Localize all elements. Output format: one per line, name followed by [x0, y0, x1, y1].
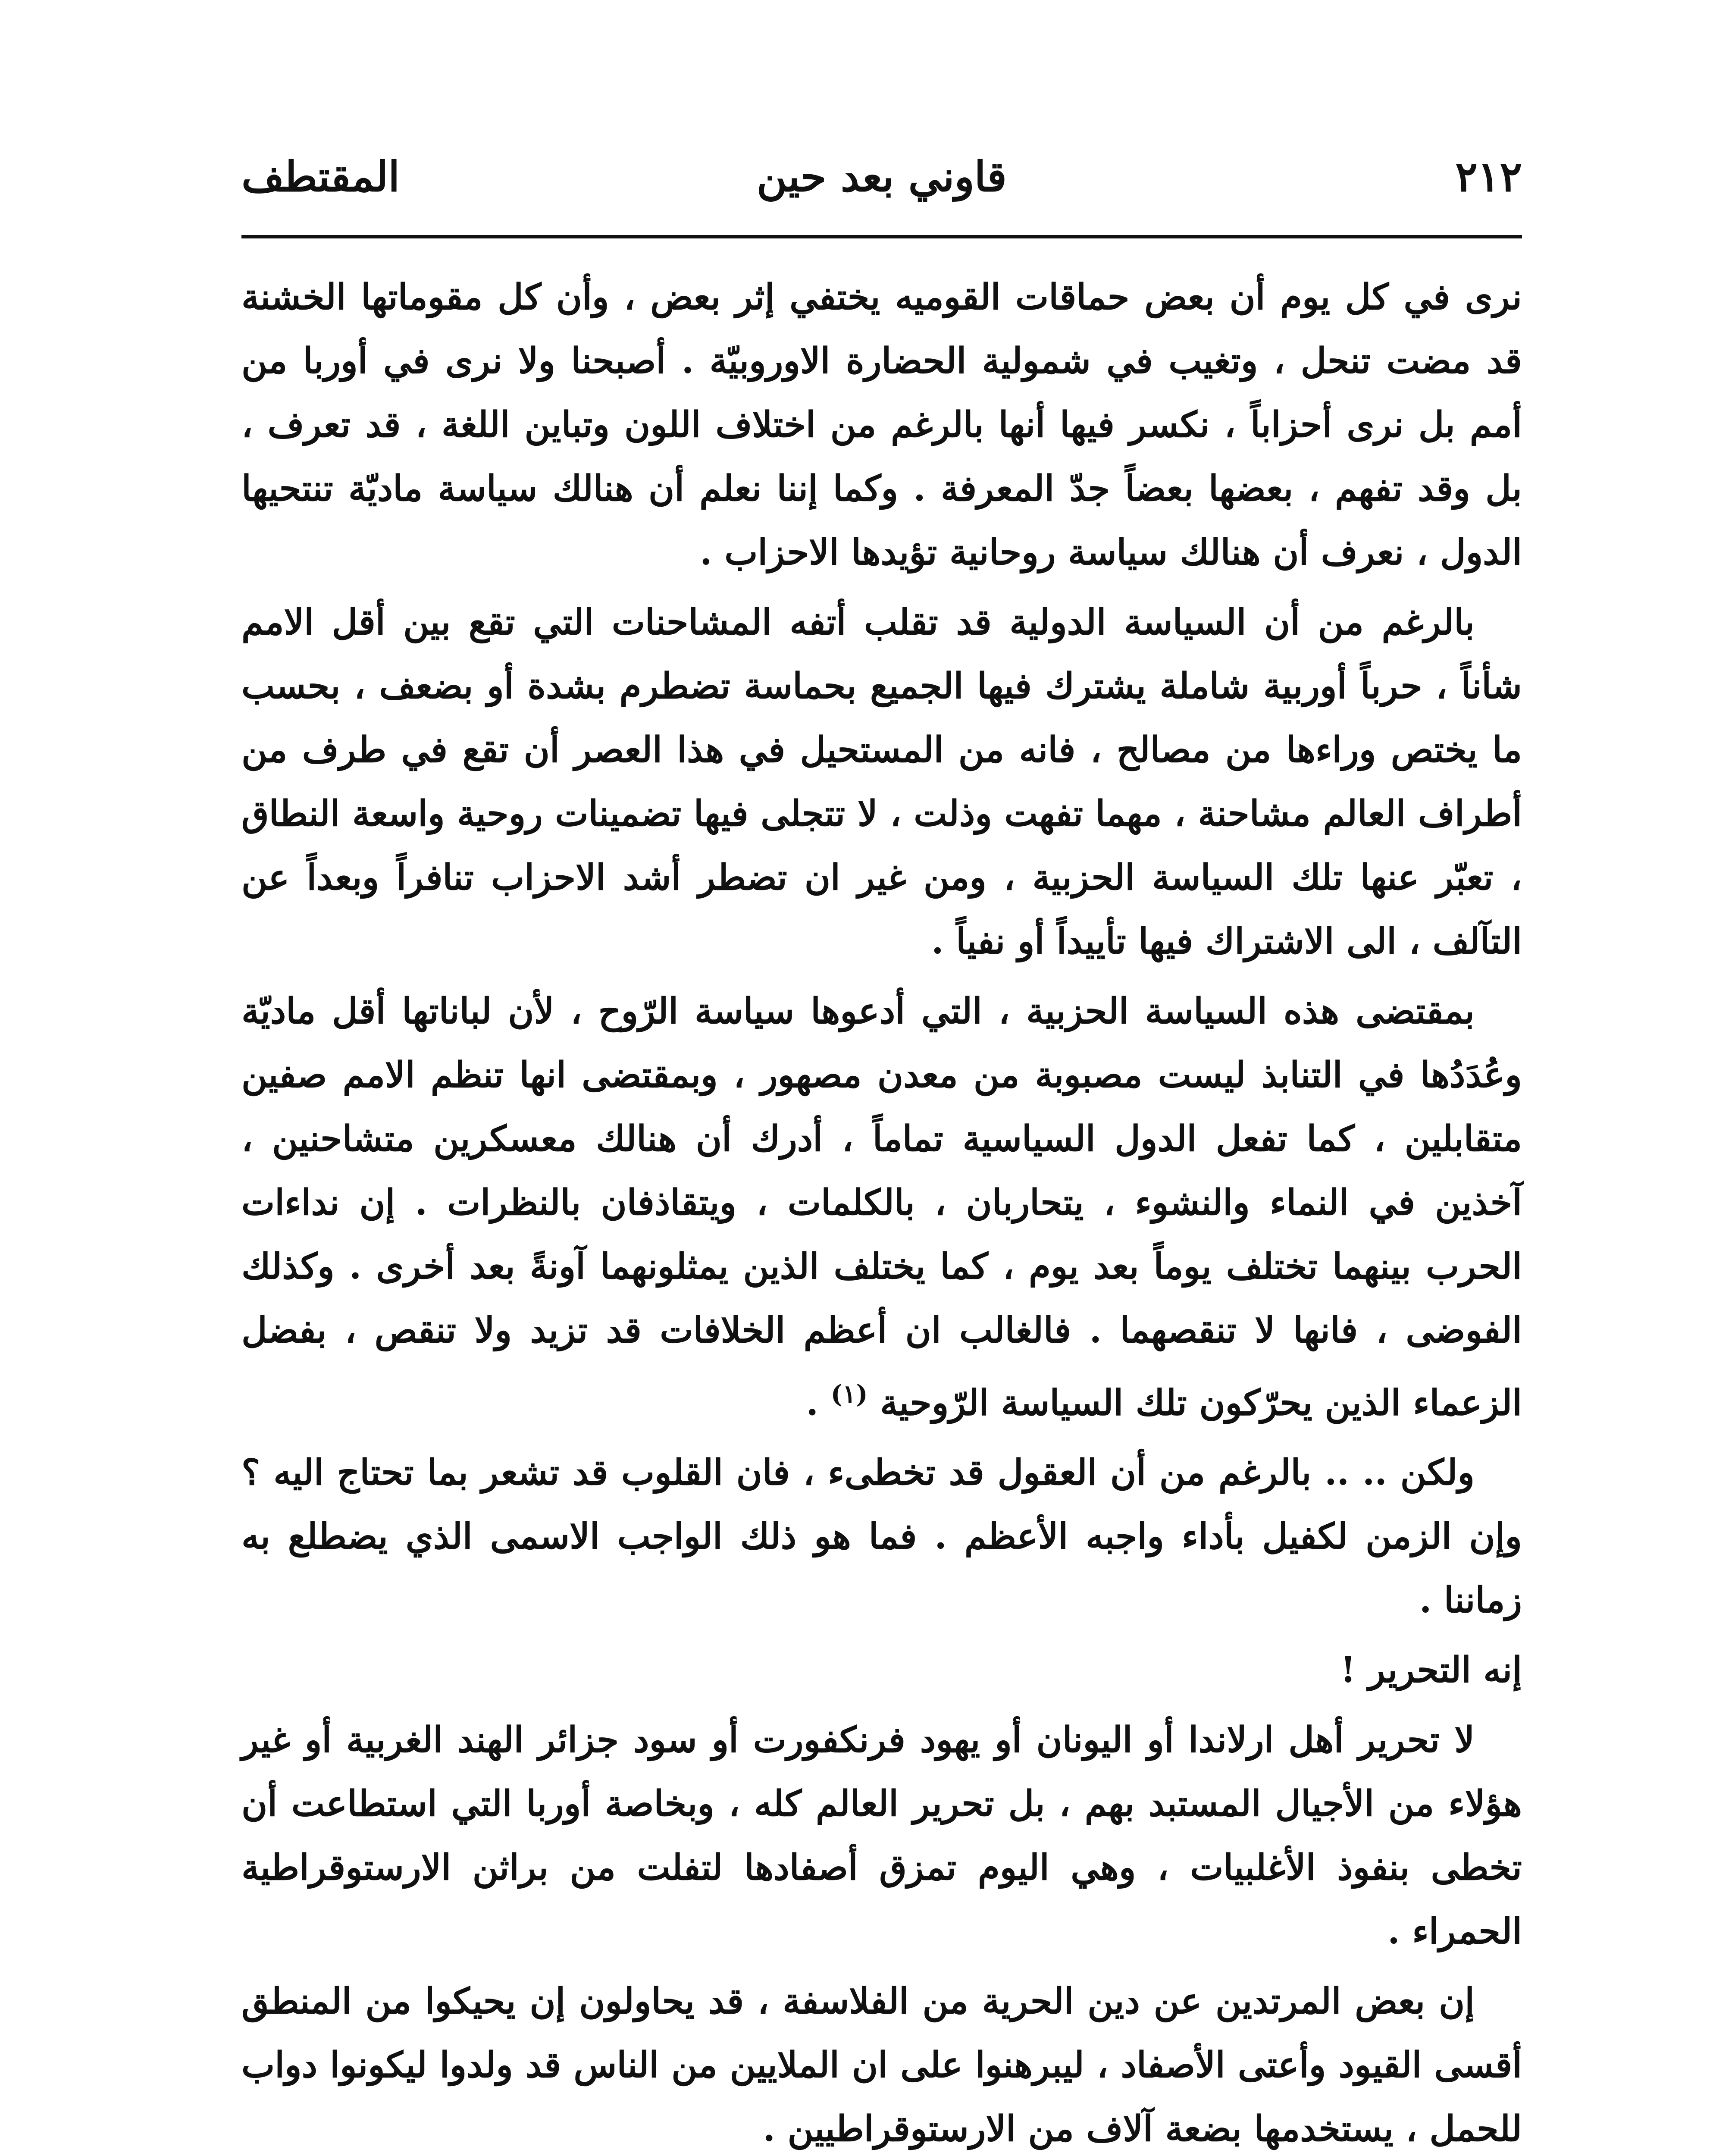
paragraph-7: إن بعض المرتدين عن دين الحرية من الفلاسفة ، قد يحاولون إن يحيكوا من المنطق أقسى القيود وأعتى الأصفاد ، ليبرهنوا على ان الملايين من الناس قد ولدوا ليكونوا دواب للحمل ، يستخدمها بضعة آلاف من الارستوقراطيين .	[241, 1981, 1522, 2150]
paragraph-1: نرى في كل يوم أن بعض حماقات القوميه يختفي إثر بعض ، وأن كل مقوماتها الخشنة قد مضت تنحل ، وتغيب في شمولية الحضارة الاوروبيّة . أصبحنا ولا نرى في أوربا من أمم بل نرى أحزاباً ، نكسر فيها أنها بالرغم من اختلاف اللون وتباين اللغة ، قد تعرف ، بل وقد تفهم ، بعضها بعضاً جدّ المعرفة . وكما إننا نعلم أن هنالك سياسة ماديّة تنتحيها الدول ، نعرف أن هنالك سياسة روحانية تؤيدها الاحزاب .	[241, 276, 1522, 573]
paragraph-3-text: بمقتضى هذه السياسة الحزبية ، التي أدعوها سياسة الرّوح ، لأن لباناتها أقل ماديّة وعُدَدُها في التنابذ ليست مصبوبة من معدن مصهور ، وبمقتضى انها تنظم الامم صفين متقابلين ، كما تفعل الدول السياسية تماماً ، أدرك أن هنالك معسكرين متشاحنين ، آخذين في النماء والنشوء ، يتحاربان ، بالكلمات ، ويتقاذفان بالنظرات . إن نداءات الحرب بينهما تختلف يوماً بعد يوم ، كما يختلف الذين يمثلونهما آونةً بعد أخرى . وكذلك الفوضى ، فانها لا تنقصهما . فالغالب ان أعظم الخلافات قد تزيد ولا تنقص ، بفضل الزعماء الذين يحرّكون تلك السياسة الرّوحية	[241, 990, 1522, 1424]
paragraph-5: إنه التحرير !	[1340, 1649, 1522, 1691]
paragraph-6: لا تحرير أهل ارلاندا أو اليونان أو يهود فرنكفورت أو سود جزائر الهند الغربية أو غير هؤلاء من الأجيال المستبد بهم ، بل تحرير العالم كله ، وبخاصة أوربا التي استطاعت أن تخطى بنفوذ الأغلبيات ، وهي اليوم تمزق أصفادها لتفلت من براثن الارستوقراطية الحمراء .	[241, 1719, 1522, 1952]
journal-name: المقتطف	[241, 152, 400, 201]
article-body	[241, 265, 1522, 2156]
footnote-reference: (١)	[830, 1379, 868, 1409]
page-header	[241, 147, 1522, 220]
header-rule	[241, 235, 1522, 238]
page-number: ٢١٢	[1455, 152, 1522, 201]
paragraph-3	[241, 979, 1522, 1435]
running-title: قاوني بعد حين	[757, 152, 1007, 201]
paragraph-4: ولكن .. .. بالرغم من أن العقول قد تخطىء ، فان القلوب قد تشعر بما تحتاج اليه ؟ وإن الزمن لكفيل بأداء واجبه الأعظم . فما هو ذلك الواجب الاسمى الذي يضطلع به زماننا .	[241, 1452, 1522, 1621]
paragraph-3-end: .	[806, 1382, 819, 1424]
paragraph-2: بالرغم من أن السياسة الدولية قد تقلب أتفه المشاحنات التي تقع بين أقل الامم شأناً ، حرباً أوربية شاملة يشترك فيها الجميع بحماسة تضطرم بشدة أو بضعف ، بحسب ما يختص وراءها من مصالح ، فانه من المستحيل في هذا العصر أن تقع في طرف من أطراف العالم مشاحنة ، مهما تفهت وذلت ، لا تتجلى فيها تضمينات روحية واسعة النطاق ، تعبّر عنها تلك السياسة الحزبية ، ومن غير ان تضطر أشد الاحزاب تنافراً وبعداً عن التآلف ، الى الاشتراك فيها تأييداً أو نفياً .	[241, 602, 1522, 962]
